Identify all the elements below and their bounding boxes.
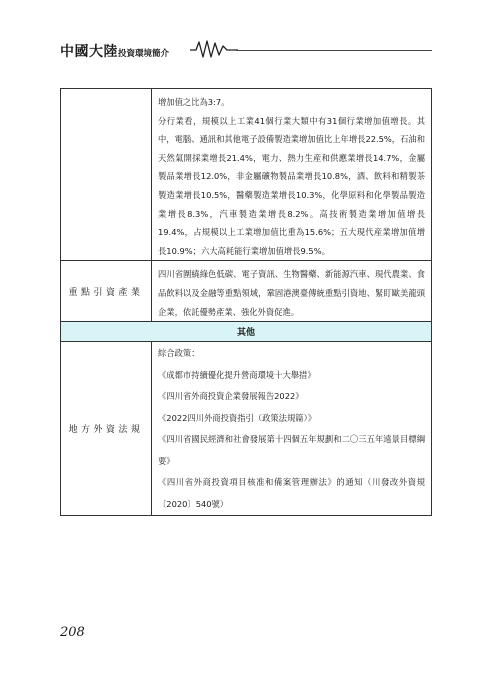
content-paragraph: 綜合政策：	[158, 348, 200, 359]
row-label	[61, 89, 152, 261]
row-label: 地方外資法規	[61, 342, 152, 516]
content-paragraph: 四川省圍繞綠色低碳、電子資訊、生物醫藥、新能源汽車、現代農業、食品飲料以及金融等重點領域，鞏固港澳臺傳統重點引資地、緊盯歐美龍頭企業，依託優勢產業、強化外資促進。	[158, 269, 425, 317]
table-row	[61, 89, 432, 261]
row-content	[152, 89, 432, 261]
page-number: 208	[60, 625, 85, 640]
page-header	[60, 38, 432, 60]
table-row	[61, 342, 432, 516]
content-paragraph: 《2022四川外商投資指引（政策法規篇）》	[158, 412, 317, 423]
header-title-sub: 投資環境簡介	[118, 49, 170, 59]
content-paragraph: 增加值之比為3:7。	[158, 97, 230, 107]
content-paragraph: 分行業看，規模以上工業41個行業大類中有31個行業增加值增長。其中，電腦、通訊和其他電子設備製造業增加值比上年增長22.5%，石油和天然氣開採業增長21.4%，電力、熱力生産和供應業增長14.7%，金屬製品業增長12.0%，非金屬礦物製品業增長10.8%，酒、飲料和精製茶製造業增長10.5%，醫藥製造業增長10.3%，化學原料和化學製品製造業增長8.3%，汽車製造業增長8.2%。高技術製造業增加值增長19.4%，占規模以上工業增加值比重為15.6%；五大現代産業增加值增長10.9%；六大高耗能行業增加值增長9.5%。	[158, 115, 425, 256]
section-header: 其他	[61, 322, 432, 342]
content-paragraph: 《四川省國民經濟和社會發展第十四個五年規劃和二〇三五年遠景目標綱要》	[158, 434, 425, 466]
header-title-main: 中國大陸	[60, 44, 118, 60]
header-title	[60, 41, 169, 61]
header-rule	[236, 50, 432, 51]
row-content	[152, 342, 432, 516]
content-paragraph: 《四川省外商投資項目核准和備案管理辦法》的通知（川發改外資規〔2020〕540號）	[158, 477, 425, 509]
row-label: 重點引資產業	[61, 261, 152, 322]
header-wave-graphic	[190, 38, 238, 60]
row-content	[152, 261, 432, 322]
investment-info-table	[60, 88, 432, 516]
content-paragraph: 《成都市持續優化提升營商環境十大舉措》	[158, 369, 316, 380]
section-row	[61, 322, 432, 342]
content-paragraph: 《四川省外商投資企業發展報告2022》	[158, 391, 304, 402]
table-row	[61, 261, 432, 322]
